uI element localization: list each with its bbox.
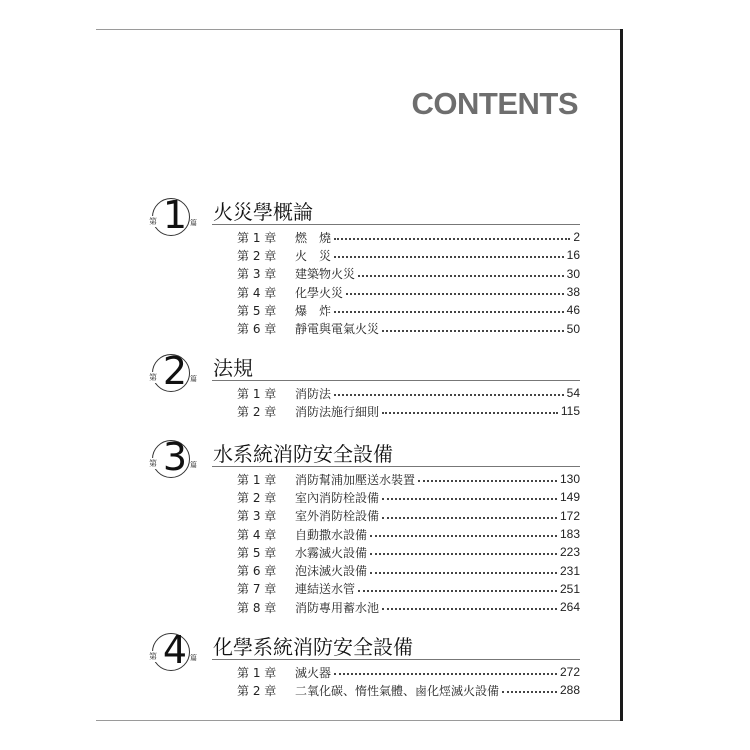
part-number-badge (148, 435, 202, 482)
chapter-label: 第 6 章 (237, 564, 277, 579)
chapter-label: 第 1 章 (237, 472, 277, 487)
chapter-title: 消防法施行細則 (295, 404, 380, 419)
part-number-badge (148, 349, 202, 396)
part-number: 4 (162, 628, 188, 672)
chapter-title: 室外消防栓設備 (295, 509, 380, 524)
part-title: 火災學概論 (213, 200, 313, 224)
dot-leader (346, 292, 564, 295)
chapter-title: 靜電與電氣火災 (295, 322, 380, 337)
chapter-page: 172 (559, 508, 580, 523)
chapter-entry[interactable] (237, 663, 580, 681)
chapter-page: 251 (559, 581, 580, 596)
chapter-page: 115 (560, 404, 580, 419)
chapter-title: 建築物火災 (295, 267, 356, 282)
part-title: 水系統消防安全設備 (213, 442, 393, 466)
part-prefix: 第 (149, 459, 157, 468)
chapter-page: 231 (559, 563, 580, 578)
chapter-entry[interactable] (237, 561, 580, 579)
part-prefix: 第 (149, 652, 157, 661)
chapter-label: 第 3 章 (237, 267, 277, 282)
chapter-title: 消防幫浦加壓送水裝置 (295, 472, 416, 487)
part-title: 化學系統消防安全設備 (213, 635, 413, 659)
chapter-page: 16 (566, 248, 580, 263)
part-prefix: 第 (149, 217, 157, 226)
chapter-entry[interactable] (237, 507, 580, 525)
chapter-page: 288 (559, 683, 580, 698)
dot-leader (334, 672, 557, 675)
chapter-label: 第 4 章 (237, 285, 277, 300)
part-suffix: 篇 (190, 654, 197, 662)
part-suffix: 篇 (190, 461, 197, 469)
dot-leader (502, 690, 557, 693)
chapter-title: 火 災 (295, 248, 332, 263)
part-number: 3 (162, 435, 188, 479)
chapter-list (237, 228, 580, 338)
chapter-entry[interactable] (237, 265, 580, 283)
chapter-label: 第 2 章 (237, 683, 277, 698)
chapter-entry[interactable] (237, 384, 580, 402)
chapter-list (237, 384, 580, 421)
chapter-label: 第 4 章 (237, 527, 277, 542)
page-title: CONTENTS (411, 86, 578, 121)
chapter-page: 30 (566, 266, 580, 281)
chapter-title: 連結送水管 (295, 582, 356, 597)
part-number-badge (148, 628, 202, 675)
chapter-entry[interactable] (237, 488, 580, 506)
chapter-page: 46 (566, 303, 580, 318)
chapter-entry[interactable] (237, 525, 580, 543)
chapter-page: 50 (566, 321, 580, 336)
chapter-title: 爆 炸 (295, 303, 332, 318)
dot-leader (370, 534, 557, 537)
dot-leader (334, 255, 564, 258)
chapter-label: 第 5 章 (237, 303, 277, 318)
part-number: 2 (162, 349, 188, 393)
part-title-divider (212, 659, 580, 660)
chapter-label: 第 8 章 (237, 600, 277, 615)
chapter-entry[interactable] (237, 246, 580, 264)
chapter-label: 第 2 章 (237, 490, 277, 505)
chapter-label: 第 1 章 (237, 230, 277, 245)
chapter-page: 2 (573, 230, 580, 245)
dot-leader (382, 329, 564, 332)
chapter-label: 第 2 章 (237, 248, 277, 263)
dot-leader (418, 479, 557, 482)
chapter-page: 54 (566, 386, 580, 401)
chapter-entry[interactable] (237, 228, 580, 246)
chapter-entry[interactable] (237, 580, 580, 598)
part-title: 法規 (213, 356, 253, 380)
part-suffix: 篇 (190, 219, 197, 227)
dot-leader (334, 393, 564, 396)
dot-leader (382, 516, 557, 519)
right-border (620, 29, 623, 721)
part-suffix: 篇 (190, 375, 197, 383)
chapter-title: 泡沫滅火設備 (295, 564, 368, 579)
part-title-divider (212, 466, 580, 467)
chapter-page: 149 (559, 490, 580, 505)
dot-leader (358, 274, 564, 277)
part-number: 1 (162, 193, 188, 237)
top-divider (96, 29, 622, 30)
chapter-page: 272 (559, 665, 580, 680)
chapter-label: 第 1 章 (237, 665, 277, 680)
dot-leader (382, 411, 558, 414)
chapter-label: 第 1 章 (237, 386, 277, 401)
chapter-title: 消防法 (295, 386, 332, 401)
chapter-label: 第 5 章 (237, 545, 277, 560)
bottom-divider (96, 720, 622, 721)
chapter-page: 264 (559, 600, 580, 615)
chapter-page: 223 (559, 545, 580, 560)
dot-leader (358, 589, 557, 592)
dot-leader (334, 237, 570, 240)
chapter-label: 第 6 章 (237, 322, 277, 337)
chapter-title: 水霧滅火設備 (295, 545, 368, 560)
chapter-title: 滅火器 (295, 665, 332, 680)
chapter-label: 第 2 章 (237, 404, 277, 419)
chapter-title: 自動撒水設備 (295, 527, 368, 542)
dot-leader (382, 497, 557, 500)
chapter-title: 燃 燒 (295, 230, 332, 245)
dot-leader (382, 607, 557, 610)
chapter-page: 38 (566, 285, 580, 300)
chapter-entry[interactable] (237, 543, 580, 561)
dot-leader (370, 552, 557, 555)
chapter-title: 化學火災 (295, 285, 344, 300)
chapter-entry[interactable] (237, 319, 580, 337)
chapter-entry[interactable] (237, 301, 580, 319)
dot-leader (334, 310, 564, 313)
chapter-label: 第 3 章 (237, 509, 277, 524)
chapter-entry[interactable] (237, 402, 580, 420)
chapter-entry[interactable] (237, 283, 580, 301)
chapter-entry[interactable] (237, 470, 580, 488)
part-prefix: 第 (149, 373, 157, 382)
chapter-title: 室內消防栓設備 (295, 490, 380, 505)
chapter-label: 第 7 章 (237, 582, 277, 597)
part-title-divider (212, 224, 580, 225)
chapter-page: 183 (559, 527, 580, 542)
part-number-badge (148, 193, 202, 240)
part-title-divider (212, 380, 580, 381)
dot-leader (370, 571, 557, 574)
chapter-list (237, 470, 580, 616)
chapter-title: 二氧化碳、惰性氣體、鹵化烴滅火設備 (295, 683, 500, 698)
chapter-entry[interactable] (237, 681, 580, 699)
chapter-page: 130 (559, 472, 580, 487)
chapter-list (237, 663, 580, 700)
chapter-entry[interactable] (237, 598, 580, 616)
chapter-title: 消防專用蓄水池 (295, 600, 380, 615)
